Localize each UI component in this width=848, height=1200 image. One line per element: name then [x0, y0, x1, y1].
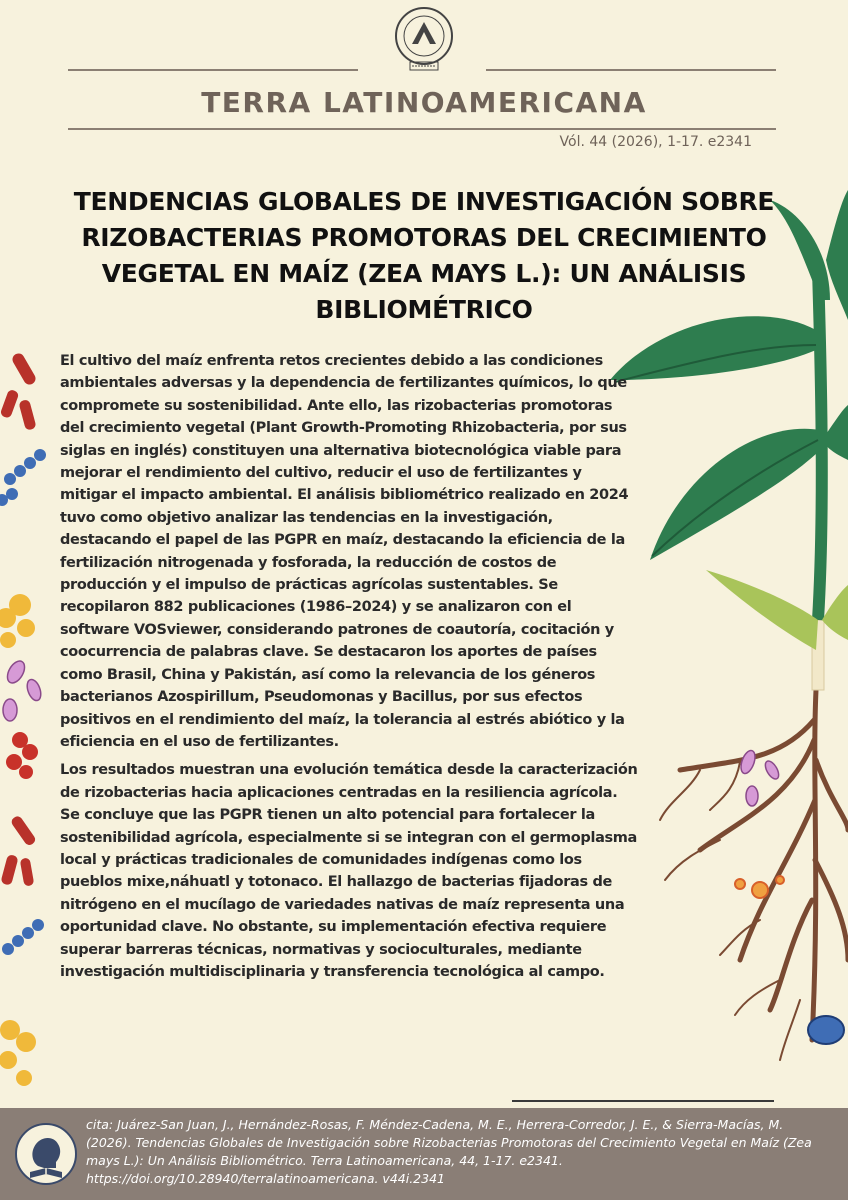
volume-info: Vól. 44 (2026), 1-17. e2341 [559, 134, 752, 150]
header-rule-bottom [68, 128, 776, 130]
abstract-paragraph: El cultivo del maíz enfrenta retos crecientes debido a las condiciones ambientales adversas y la dependencia de fertilizantes químicos, lo que compromete su sostenibilidad. Ante ello, las rizobacterias promotoras del crecimiento vegetal (Plant Growth-Promoting Rhizobacteria, por sus siglas en inglés) constituyen una alternativa biotecnológica viable para mejorar el rendimiento del cultivo, reducir el uso de fertilizantes y mitigar el impacto ambiental. El análisis bibliométrico realizado en 2024 tuvo como objetivo analizar las tendencias en la investigación, destacando el papel de las PGPR en maíz, destacando la eficiencia de la fertilización nitrogenada y fosforada, la reducción de costos de producción y el impulso de prácticas agrícolas sustentables. Se recopilaron 882 publicaciones (1986–2024) y se analizaron con el software VOSviewer, considerando patrones de coautoría, cocitación y coocurrencia de palabras clave. Se destacaron los aportes de países como Brasil, China y Pakistán, así como la relevancia de los géneros bacterianos Azospirillum, Pseudomonas y Bacillus, por sus efectos positivos en el rendimiento del maíz, la tolerancia al estrés abiótico y la eficiencia en el uso de fertilizantes. [60, 353, 629, 750]
article-title: TENDENCIAS GLOBALES DE INVESTIGACIÓN SOBRE RIZOBACTERIAS PROMOTORAS DEL CRECIMIENTO VEGETAL EN MAÍZ (ZEA MAYS L.): UN ANÁLISIS BIBLIOMÉTRICO [73, 187, 775, 324]
citation-footer [0, 1108, 848, 1200]
reading-head-icon [14, 1122, 78, 1186]
abstract-paragraph: Los resultados muestran una evolución temática desde la caracterización de rizobacterias hacia aplicaciones centradas en la resiliencia agrícola. Se concluye que las PGPR tienen un alto potencial para fortalecer la sostenibilidad agrícola, especialmente si se integran con el germoplasma local y prácticas tradicionales de comunidades indígenas como los pueblos mixe,náhuatl y totonaco. El hallazgo de bacterias fijadoras de nitrógeno en el mucílago de variedades nativas de maíz representa una oportunidad clave. No obstante, su implementación efectiva requiere superar barreras técnicas, normativas y socioculturales, mediante investigación multidisciplinaria y transferencia tecnológica al campo. [60, 762, 638, 980]
header-rule-left [68, 69, 358, 71]
left-bacteria-decoration [0, 351, 46, 1086]
citation-text: cita: Juárez-San Juan, J., Hernández-Rosas, F. Méndez-Cadena, M. E., Herrera-Corredor, J. E., & Sierra-Macías, M. (2026). Tendencias Globales de Investigación sobre Rizobacterias Promotoras del Crecimiento Vegetal en Maíz (Zea mays L.): Un Análisis Bibliométrico. Terra Latinoamericana, 44, 1-17. e2341. https://doi.org/10.28940/terralatinoamericana. v44i.2341 [86, 1117, 812, 1186]
journal-name: TERRA LATINOAMERICANA [201, 86, 647, 119]
journal-seal-logo [388, 4, 460, 76]
abstract-body [60, 350, 640, 989]
header-rule-right [486, 69, 776, 71]
footer-divider [512, 1100, 774, 1102]
